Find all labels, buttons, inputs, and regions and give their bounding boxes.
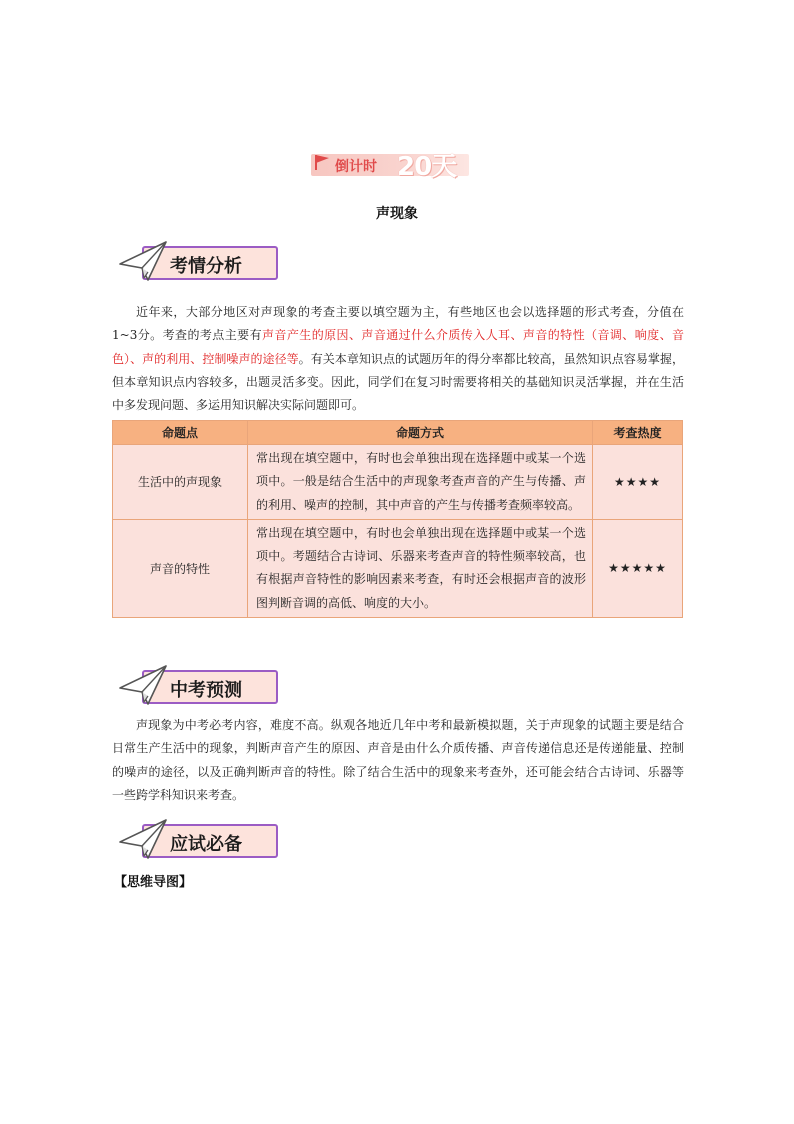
table-row: [113, 519, 683, 617]
analysis-paragraph: [112, 301, 684, 417]
section-header-analysis: [118, 240, 283, 286]
section-label-prep: 应试必备: [170, 834, 242, 855]
paper-plane-icon: [118, 664, 170, 708]
analysis-text-part1: 近年来，大部分地区对声现象的考查主要以填空题为主，有些地区也会以选择题的形式考查，分值在1~3分。考查的考点主要有: [112, 305, 684, 343]
section-label-forecast: 中考预测: [170, 680, 242, 701]
table-cell-heat: ★★★★★: [593, 519, 683, 617]
paper-plane-icon: [118, 818, 170, 862]
countdown-number: 20天: [397, 152, 457, 182]
flag-icon: [313, 152, 333, 172]
table-cell-heat: ★★★★: [593, 445, 683, 520]
table-header-method: 命题方式: [248, 421, 593, 445]
table-header-topic: 命题点: [113, 421, 248, 445]
exam-points-table: [112, 420, 683, 618]
section-label-analysis: 考情分析: [170, 256, 242, 277]
analysis-text-highlight: 声音产生的原因、声音通过什么介质传入人耳、声音的特性（音调、响度、音色）、声的利用、控制噪声的途径等: [112, 328, 684, 366]
section-header-forecast: [118, 664, 283, 710]
table-header-heat: 考查热度: [593, 421, 683, 445]
section-header-prep: [118, 818, 283, 864]
countdown-banner: [311, 146, 475, 182]
forecast-text: 声现象为中考必考内容，难度不高。纵观各地近几年中考和最新模拟题，关于声现象的试题主要是结合日常生产生活中的现象，判断声音产生的原因、声音是由什么介质传播、声音传递信息还是传递能量、控制的噪声的途径，以及正确判断声音的特性。除了结合生活中的现象来考查外，还可能会结合古诗词、乐器等一些跨学科知识来考查。: [112, 718, 684, 802]
table-cell-method: 常出现在填空题中，有时也会单独出现在选择题中或某一个选项中。考题结合古诗词、乐器来考查声音的特性频率较高，也有根据声音特性的影响因素来考查，有时还会根据声音的波形图判断音调的高低、响度的大小。: [248, 519, 593, 617]
paper-plane-icon: [118, 240, 170, 284]
mind-map-label: 【思维导图】: [114, 875, 193, 890]
table-cell-topic: 生活中的声现象: [113, 445, 248, 520]
table-cell-topic: 声音的特性: [113, 519, 248, 617]
analysis-text-part2: 。有关本章知识点的试题历年的得分率都比较高，虽然知识点容易掌握，但本章知识点内容较多，出题灵活多变。因此，同学们在复习时需要将相关的基础知识灵活掌握，并在生活中多发现问题、多运用知识解决实际问题即可。: [112, 351, 684, 413]
forecast-paragraph: [112, 714, 684, 807]
countdown-prefix: 倒计时: [335, 159, 377, 175]
table-header-row: [113, 421, 683, 445]
page-title: 声现象: [376, 206, 418, 222]
table-row: [113, 445, 683, 520]
table-cell-method: 常出现在填空题中，有时也会单独出现在选择题中或某一个选项中。一般是结合生活中的声现象考查声音的产生与传播、声的利用、噪声的控制，其中声音的产生与传播考查频率较高。: [248, 445, 593, 520]
